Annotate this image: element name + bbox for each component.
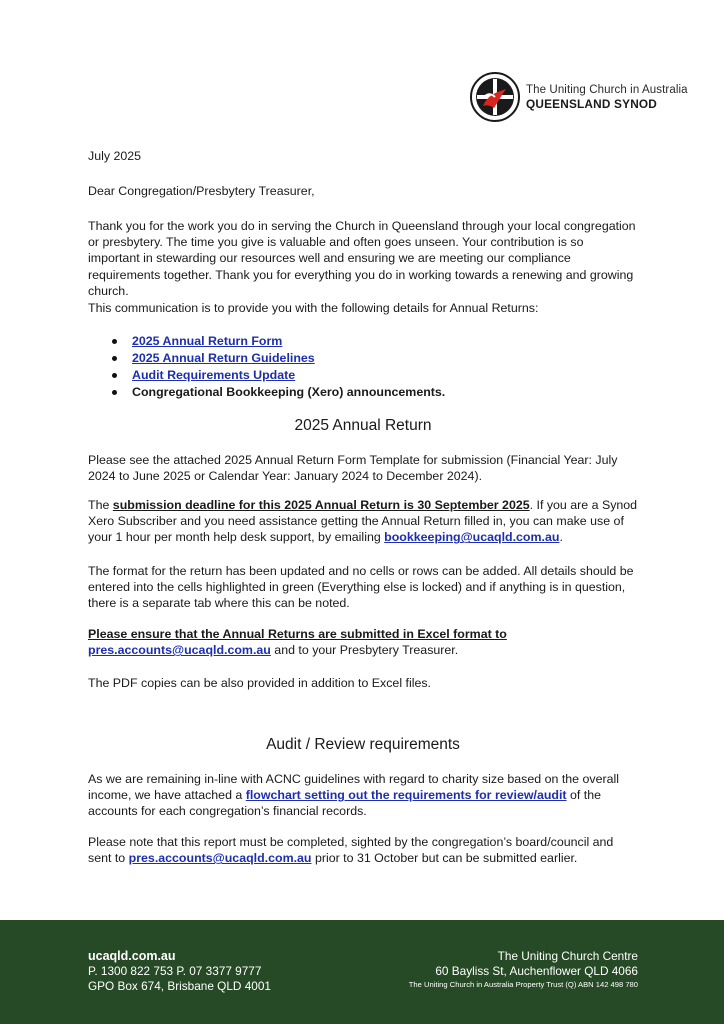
thanks-paragraph: Thank you for the work you do in serving the Church in Queensland through your local congregation or presbytery. The time you give is valuable and often goes unseen. Your contribution is so important in stewarding our resources well and ensuring we are meeting our compliance requirements together. Thank you for everything you do in working towards a renewing and growing church.: [88, 219, 636, 298]
text-segment: Please note that this report must be completed, sighted by the congregation’s board/council and sent to: [88, 835, 614, 866]
salutation: Dear Congregation/Presbytery Treasurer,: [88, 184, 315, 198]
annual-return-paragraph-1: Please see the attached 2025 Annual Return Form Template for submission (Financial Year: July 2024 to June 2025 or Calendar Year: January 2024 to December 2024).: [88, 453, 618, 484]
pres-accounts-email-link[interactable]: pres.accounts@ucaqld.com.au: [128, 851, 312, 866]
annual-return-paragraph-3: The format for the return has been updated and no cells or rows can be added. All details should be entered into the cells highlighted in green (Everything else is locked) and if anything is in question, there is a separate tab where this can be noted.: [88, 564, 634, 611]
footer-po-box: GPO Box 674, Brisbane QLD 4001: [88, 979, 271, 993]
bullet-icon: [112, 356, 117, 361]
list-item: [112, 333, 445, 350]
bullet-icon: [112, 373, 117, 378]
excel-format-notice: Please ensure that the Annual Returns are submitted in Excel format to: [88, 627, 507, 641]
text-segment: of the accounts for each congregation’s financial records.: [88, 788, 602, 819]
text-segment: As we are remaining in-line with ACNC guidelines with regard to charity size based on the overall income, we have attached a: [88, 772, 619, 803]
text-segment: . If you are a Synod Xero Subscriber and you need assistance getting the Annual Return filled in, you can make use of your 1 hour per month help desk support, by emailing: [88, 498, 638, 545]
org-name: The Uniting Church in Australia: [526, 84, 688, 96]
list-item: [112, 384, 445, 401]
footer-address: [409, 949, 638, 991]
annual-return-paragraph-2: [88, 497, 638, 546]
audit-heading: Audit / Review requirements: [266, 736, 460, 753]
audit-paragraph-2: [88, 834, 638, 866]
text-segment: prior to 31 October but can be submitted earlier.: [311, 851, 578, 866]
text-segment: The: [88, 498, 113, 512]
pres-accounts-email-link[interactable]: pres.accounts@ucaqld.com.au: [88, 643, 271, 658]
audit-flowchart-link[interactable]: flowchart setting out the requirements for review/audit: [245, 788, 567, 803]
footer-contact: [88, 949, 271, 994]
details-list: [112, 333, 445, 401]
text-segment: and to your Presbytery Treasurer.: [270, 643, 459, 658]
org-synod: QUEENSLAND SYNOD: [526, 97, 658, 111]
list-item: [112, 367, 445, 384]
uniting-church-emblem-icon: [470, 72, 520, 122]
annual-return-heading: 2025 Annual Return: [294, 417, 432, 434]
bullet-icon: [112, 390, 117, 395]
footer-phones: P. 1300 822 753 P. 07 3377 9777: [88, 964, 262, 978]
audit-requirements-link[interactable]: Audit Requirements Update: [132, 368, 296, 382]
list-item: [112, 350, 445, 367]
bullet-icon: [112, 339, 117, 344]
text-segment: .: [559, 530, 563, 545]
annual-return-form-link[interactable]: 2025 Annual Return Form: [132, 334, 283, 348]
footer-centre-name: The Uniting Church Centre: [497, 949, 638, 963]
annual-return-paragraph-5: The PDF copies can be also provided in addition to Excel files.: [88, 676, 431, 690]
bookkeeping-email-link[interactable]: bookkeeping@ucaqld.com.au: [384, 530, 560, 545]
letter-date: July 2025: [88, 149, 142, 163]
synod-logo: [470, 72, 688, 122]
page-footer: [0, 920, 724, 1024]
footer-website: ucaqld.com.au: [88, 949, 176, 963]
audit-paragraph-1: [88, 771, 638, 820]
intro-paragraph: This communication is to provide you with the following details for Annual Returns:: [88, 301, 539, 315]
annual-return-guidelines-link[interactable]: 2025 Annual Return Guidelines: [132, 351, 315, 365]
footer-street-address: 60 Bayliss St, Auchenflower QLD 4066: [435, 964, 638, 978]
annual-return-paragraph-4: [88, 626, 638, 658]
footer-trust-abn: The Uniting Church in Australia Property Trust (Q) ABN 142 498 780: [408, 980, 638, 989]
deadline-text: submission deadline for this 2025 Annual Return is 30 September 2025: [112, 498, 530, 512]
bookkeeping-item-label: Congregational Bookkeeping (Xero) announcements.: [132, 385, 446, 399]
